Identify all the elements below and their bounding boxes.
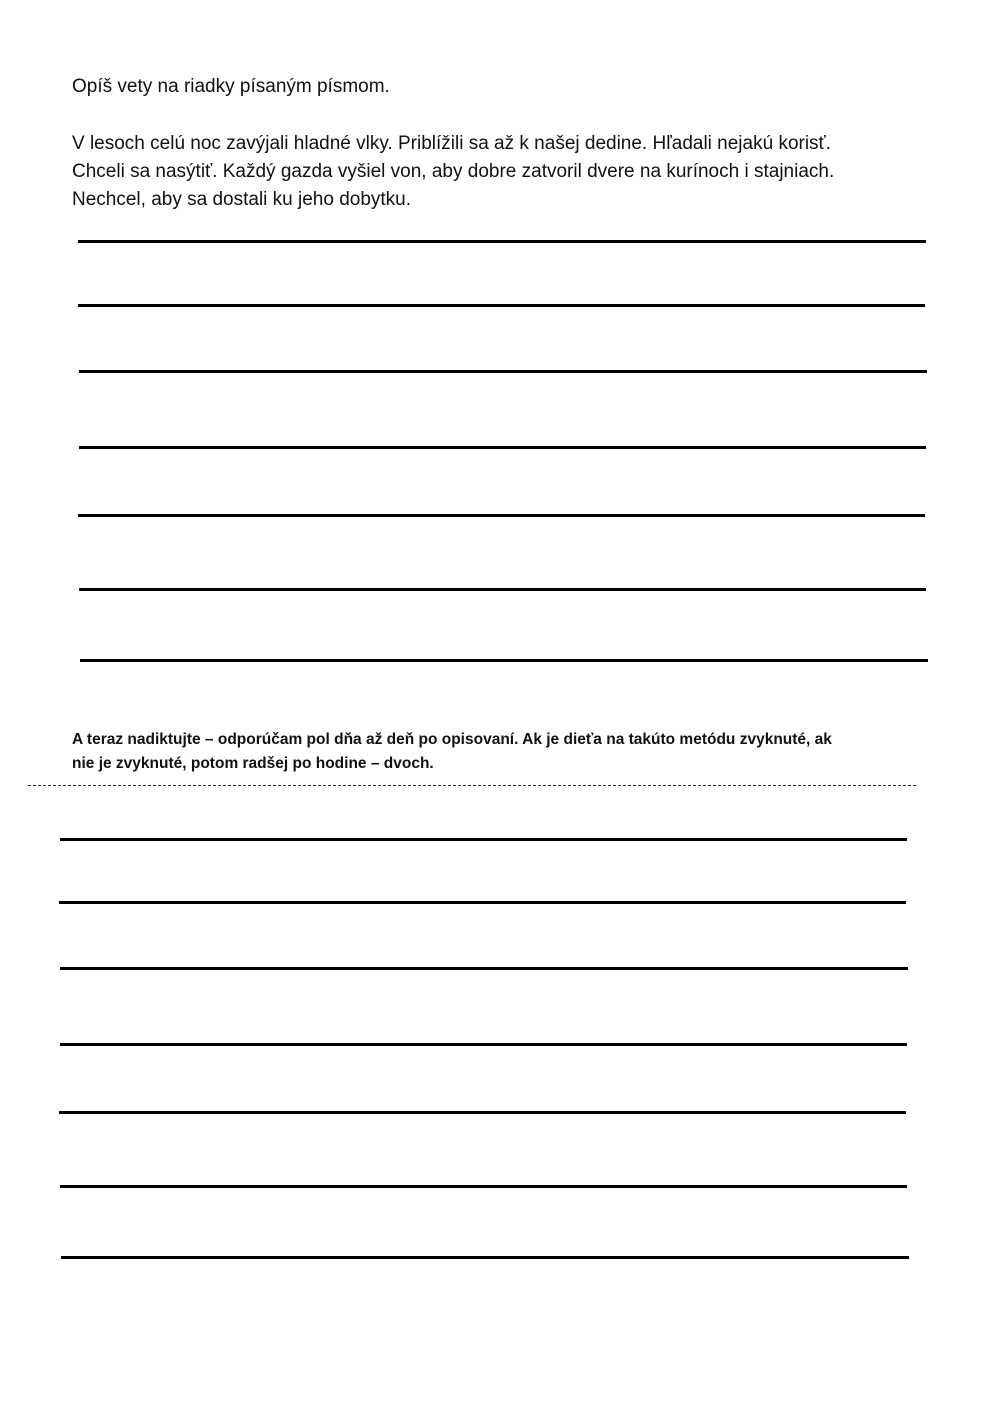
passage-line: Chceli sa nasýtiť. Každý gazda vyšiel von, aby dobre zatvoril dvere na kurínoch i stajniach. bbox=[72, 161, 835, 182]
copy-writing-line[interactable] bbox=[78, 304, 925, 307]
copy-writing-line[interactable] bbox=[79, 370, 927, 373]
dictation-writing-line[interactable] bbox=[60, 1185, 907, 1188]
instruction-text: Opíš vety na riadky písaným písmom. bbox=[72, 76, 390, 97]
dictation-writing-line[interactable] bbox=[60, 967, 908, 970]
dictation-writing-line[interactable] bbox=[59, 1111, 906, 1114]
copy-passage bbox=[72, 130, 952, 214]
copy-writing-line[interactable] bbox=[80, 659, 928, 662]
copy-writing-line[interactable] bbox=[79, 588, 926, 591]
dashed-cut-line bbox=[28, 785, 916, 786]
copy-writing-line[interactable] bbox=[79, 446, 926, 449]
dictation-instruction-line: nie je zvyknuté, potom radšej po hodine – dvoch. bbox=[72, 755, 434, 772]
dictation-instruction bbox=[72, 728, 952, 776]
passage-line: Nechcel, aby sa dostali ku jeho dobytku. bbox=[72, 189, 412, 210]
dictation-instruction-line: A teraz nadiktujte – odporúčam pol dňa až deň po opisovaní. Ak je dieťa na takúto metódu zvyknuté, ak bbox=[72, 731, 832, 748]
passage-line: V lesoch celú noc zavýjali hladné vlky. Priblížili sa až k našej dedine. Hľadali nejakú korisť. bbox=[72, 133, 831, 154]
dictation-writing-line[interactable] bbox=[60, 1043, 907, 1046]
dictation-writing-line[interactable] bbox=[59, 901, 906, 904]
dictation-writing-line[interactable] bbox=[61, 1256, 909, 1259]
copy-writing-line[interactable] bbox=[78, 240, 926, 243]
dictation-writing-line[interactable] bbox=[60, 838, 907, 841]
copy-writing-line[interactable] bbox=[78, 514, 925, 517]
